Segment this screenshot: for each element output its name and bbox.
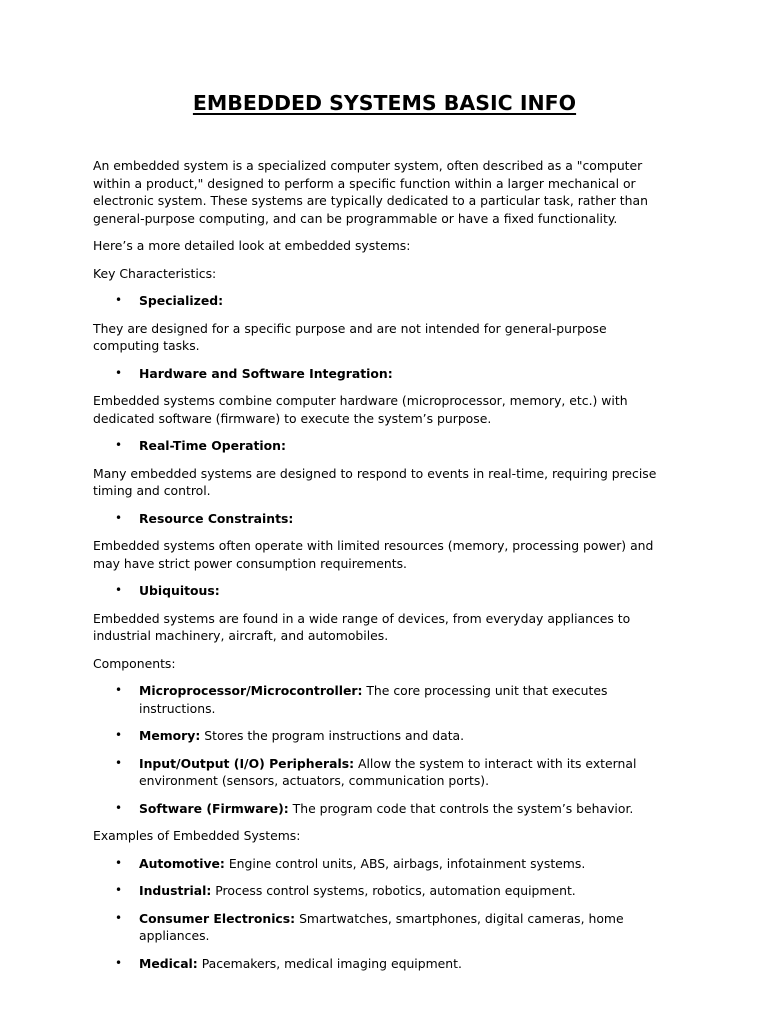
characteristic-list: [93, 437, 676, 455]
component-item: [93, 755, 676, 790]
characteristic-list: [93, 365, 676, 383]
characteristic-term: Hardware and Software Integration:: [139, 365, 393, 381]
bullet-icon: •: [115, 910, 123, 925]
example-item: [93, 910, 676, 945]
bullet-icon: •: [115, 438, 123, 452]
characteristic-term: Specialized:: [139, 293, 224, 308]
characteristic-list: [93, 582, 676, 600]
characteristic-term: Resource Constraints:: [139, 510, 294, 526]
bullet-icon: •: [115, 510, 123, 525]
component-item: [93, 682, 676, 717]
bullet-icon: •: [115, 800, 123, 815]
characteristic-description: Embedded systems are found in a wide range of devices, from everyday appliances to industrial machinery, aircraft, and automobiles.: [93, 610, 631, 643]
example-item: [93, 955, 676, 973]
example-term: Consumer Electronics:: [139, 910, 296, 926]
bullet-icon: •: [115, 583, 123, 597]
components-heading: Components:: [93, 655, 176, 671]
characteristic-item: [93, 292, 676, 310]
component-term: Software (Firmware):: [139, 800, 289, 816]
characteristic-item: [93, 365, 676, 383]
example-description: Engine control units, ABS, airbags, infotainment systems.: [224, 855, 586, 871]
bullet-icon: •: [115, 293, 123, 307]
example-item: [93, 882, 676, 900]
components-list: [93, 682, 676, 817]
bullet-icon: •: [115, 955, 123, 970]
component-term: Memory:: [139, 728, 201, 743]
document-title: EMBEDDED SYSTEMS BASIC INFO: [192, 91, 577, 115]
example-term: Medical:: [139, 955, 198, 971]
examples-heading: Examples of Embedded Systems:: [93, 828, 301, 843]
key-characteristics-heading: Key Characteristics:: [93, 265, 217, 281]
lead-paragraph: Here’s a more detailed look at embedded systems:: [93, 238, 411, 253]
characteristic-description: Embedded systems often operate with limited resources (memory, processing power) and may have strict power consumption requirements.: [93, 538, 654, 571]
example-item: [93, 855, 676, 873]
characteristic-list: [93, 292, 676, 310]
intro-paragraph: An embedded system is a specialized computer system, often described as a "computer within a product," designed to perform a specific function within a larger mechanical or electronic system. These systems are typically dedicated to a particular task, rather than general-purpose computing, and can be programmable or have a fixed functionality.: [93, 158, 648, 226]
component-description: The program code that controls the system’s behavior.: [288, 800, 634, 816]
characteristic-item: [93, 582, 676, 600]
example-term: Industrial:: [139, 883, 212, 898]
document-body: [93, 157, 676, 972]
component-description: Stores the program instructions and data.: [200, 728, 465, 743]
characteristic-description: Many embedded systems are designed to respond to events in real-time, requiring precise timing and control.: [93, 465, 657, 498]
component-item: [93, 800, 676, 818]
component-description: The core processing unit that executes instructions.: [139, 683, 608, 716]
example-description: Process control systems, robotics, automation equipment.: [211, 883, 576, 898]
bullet-icon: •: [115, 683, 123, 697]
bullet-icon: •: [115, 883, 123, 897]
characteristic-term: Ubiquitous:: [139, 583, 220, 598]
examples-list: [93, 855, 676, 973]
example-description: Pacemakers, medical imaging equipment.: [197, 955, 462, 971]
characteristic-item: [93, 437, 676, 455]
characteristic-item: [93, 510, 676, 528]
characteristic-term: Real-Time Operation:: [139, 438, 286, 453]
bullet-icon: •: [115, 755, 123, 770]
characteristic-description: Embedded systems combine computer hardware (microprocessor, memory, etc.) with dedicated software (firmware) to execute the system’s purpose.: [93, 393, 628, 426]
characteristic-list: [93, 510, 676, 528]
bullet-icon: •: [115, 365, 123, 380]
bullet-icon: •: [115, 855, 123, 870]
example-description: Smartwatches, smartphones, digital cameras, home appliances.: [139, 910, 624, 943]
example-term: Automotive:: [139, 855, 225, 871]
component-item: [93, 727, 676, 745]
component-term: Input/Output (I/O) Peripherals:: [139, 755, 355, 771]
component-description: Allow the system to interact with its external environment (sensors, actuators, communication ports).: [139, 755, 637, 788]
component-term: Microprocessor/Microcontroller:: [139, 683, 363, 698]
characteristic-description: They are designed for a specific purpose and are not intended for general-purpose computing tasks.: [93, 320, 607, 353]
bullet-icon: •: [115, 728, 123, 742]
